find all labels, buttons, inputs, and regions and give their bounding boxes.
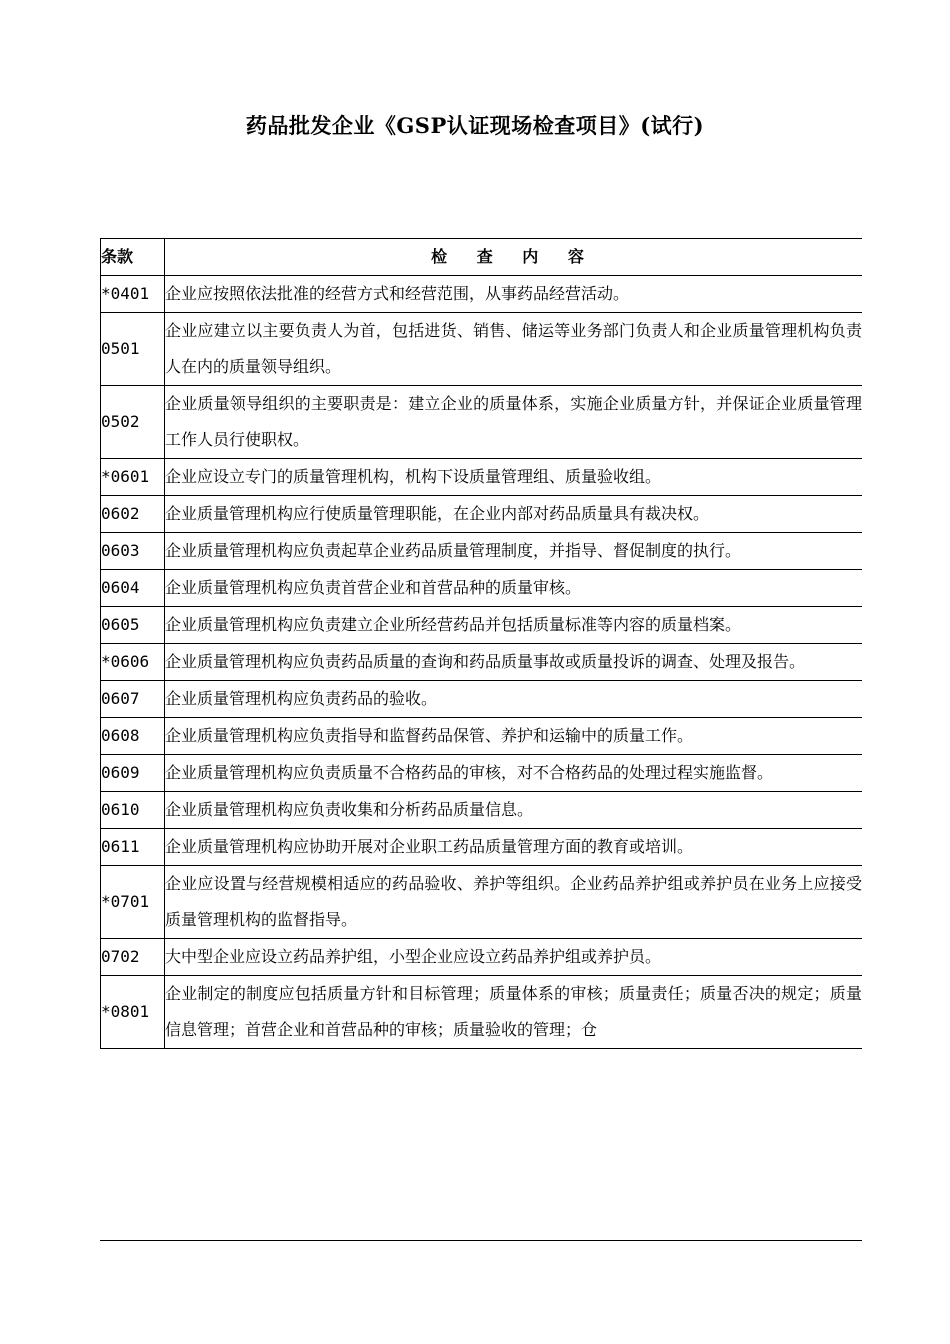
- clause-content: 企业制定的制度应包括质量方针和目标管理；质量体系的审核；质量责任；质量否决的规定；质量信息管理；首营企业和首营品种的审核；质量验收的管理；仓: [165, 976, 863, 1049]
- table-row: [101, 386, 863, 459]
- clause-code: 0602: [101, 496, 165, 533]
- clause-code: *0606: [101, 644, 165, 681]
- clause-code: 0603: [101, 533, 165, 570]
- clause-content: 大中型企业应设立药品养护组，小型企业应设立药品养护组或养护员。: [165, 939, 863, 976]
- clause-code: 0608: [101, 718, 165, 755]
- table-row: [101, 755, 863, 792]
- table-row: [101, 681, 863, 718]
- table-row: [101, 496, 863, 533]
- clause-code: 0605: [101, 607, 165, 644]
- clause-code: 0604: [101, 570, 165, 607]
- header-clause: 条款: [101, 239, 165, 276]
- clause-code: 0502: [101, 386, 165, 459]
- table-row: [101, 939, 863, 976]
- clause-content: 企业质量领导组织的主要职责是：建立企业的质量体系，实施企业质量方针，并保证企业质量管理工作人员行使职权。: [165, 386, 863, 459]
- table-row: [101, 792, 863, 829]
- clause-content: 企业质量管理机构应负责质量不合格药品的审核，对不合格药品的处理过程实施监督。: [165, 755, 863, 792]
- clause-content: 企业质量管理机构应负责指导和监督药品保管、养护和运输中的质量工作。: [165, 718, 863, 755]
- header-content: 检 查 内 容: [165, 239, 863, 276]
- clause-content: 企业应设置与经营规模相适应的药品验收、养护等组织。企业药品养护组或养护员在业务上应接受质量管理机构的监督指导。: [165, 866, 863, 939]
- clause-code: 0501: [101, 313, 165, 386]
- clause-code: 0611: [101, 829, 165, 866]
- clause-code: 0702: [101, 939, 165, 976]
- table-row: [101, 459, 863, 496]
- table-row: [101, 866, 863, 939]
- clause-content: 企业质量管理机构应负责药品质量的查询和药品质量事故或质量投诉的调查、处理及报告。: [165, 644, 863, 681]
- table-row: [101, 276, 863, 313]
- table-row: [101, 533, 863, 570]
- clause-code: *0701: [101, 866, 165, 939]
- table-row: [101, 976, 863, 1049]
- clause-content: 企业质量管理机构应负责起草企业药品质量管理制度，并指导、督促制度的执行。: [165, 533, 863, 570]
- document-title: 药品批发企业《GSP认证现场检查项目》(试行): [245, 113, 705, 138]
- clause-code: 0607: [101, 681, 165, 718]
- clause-content: 企业质量管理机构应协助开展对企业职工药品质量管理方面的教育或培训。: [165, 829, 863, 866]
- clause-table: [100, 238, 862, 1049]
- clause-content: 企业质量管理机构应负责收集和分析药品质量信息。: [165, 792, 863, 829]
- clause-content: 企业质量管理机构应负责首营企业和首营品种的质量审核。: [165, 570, 863, 607]
- table-row: [101, 607, 863, 644]
- clause-code: *0601: [101, 459, 165, 496]
- clause-content: 企业应建立以主要负责人为首，包括进货、销售、储运等业务部门负责人和企业质量管理机构负责人在内的质量领导组织。: [165, 313, 863, 386]
- clause-content: 企业应按照依法批准的经营方式和经营范围，从事药品经营活动。: [165, 276, 863, 313]
- table-row: [101, 313, 863, 386]
- clause-code: *0801: [101, 976, 165, 1049]
- table-row: [101, 644, 863, 681]
- clause-content: 企业质量管理机构应行使质量管理职能，在企业内部对药品质量具有裁决权。: [165, 496, 863, 533]
- clause-table-container: [100, 238, 862, 1241]
- table-row: [101, 570, 863, 607]
- table-header-row: [101, 239, 863, 276]
- clause-content: 企业应设立专门的质量管理机构，机构下设质量管理组、质量验收组。: [165, 459, 863, 496]
- clause-table-body: [101, 276, 863, 1049]
- clause-content: 企业质量管理机构应负责药品的验收。: [165, 681, 863, 718]
- table-row: [101, 718, 863, 755]
- clause-code: 0610: [101, 792, 165, 829]
- clause-code: *0401: [101, 276, 165, 313]
- clause-code: 0609: [101, 755, 165, 792]
- clause-content: 企业质量管理机构应负责建立企业所经营药品并包括质量标准等内容的质量档案。: [165, 607, 863, 644]
- table-row: [101, 829, 863, 866]
